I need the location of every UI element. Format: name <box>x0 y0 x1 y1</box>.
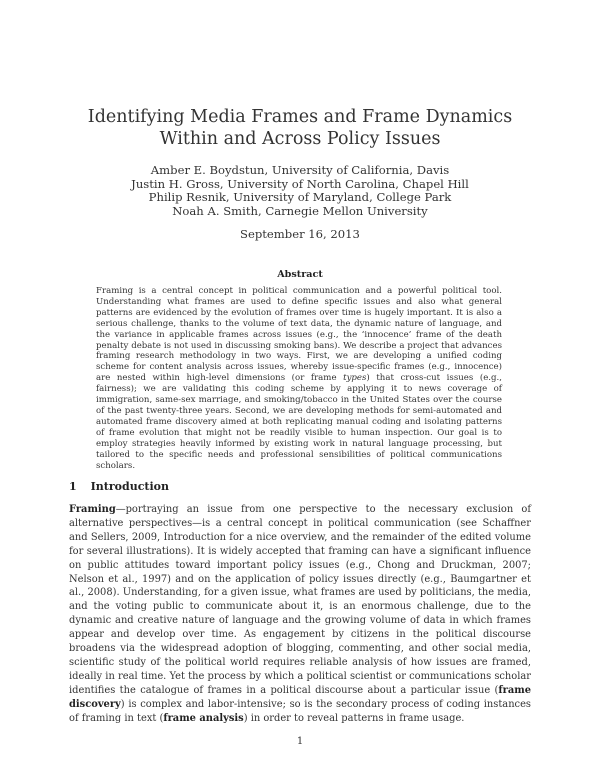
author-list <box>60 164 540 218</box>
author-line: Justin H. Gross, University of North Carolina, Chapel Hill <box>131 176 469 191</box>
intro-text-1: —portraying an issue from one perspective to the necessary exclusion of alternative perspectives—is a central concept in political communication (see Schaffner and Sellers, 2009, Introduction for a nice overview, and the remainder of the edited volume for several illustrations). It is widely accepted that framing can have a significant influence on public attitudes toward important policy issues (e.g., Chong and Druckman, 2007; Nelson et al., 1997) and on the application of policy issues directly (e.g., Baumgartner et al., 2008). Understanding, for a given issue, what frames are used by politicians, the media, and the voting public to communicate about it, is an enormous challenge, due to the dynamic and creative nature of language and the growing volume of data in which frames appear and develop over time. As engagement by citizens in the political discourse broadens via the widespread adoption of blogging, commenting, and other social media, scientific study of the political world requires reliable analysis of how issues are framed, ideally in real time. Yet the process by which a political scientist or communications scholar identifies the catalogue of frames in a political discourse about a particular issue ( <box>69 504 531 696</box>
author-line: Noah A. Smith, Carnegie Mellon University <box>172 203 428 218</box>
section-number: 1 <box>69 480 77 493</box>
intro-text-2: ) is complex and labor-intensive; so is the secondary process of coding instances of framing in text ( <box>69 698 531 724</box>
abstract-text-2: ) that cross-cut issues (e.g., fairness); we are validating this coding scheme by applying it to news coverage of immigration, same-sex marriage, and smoking/tobacco in the United States over the course of the past twenty-three years. Second, we are developing methods for semi-automated and automated frame discovery aimed at both replicating manual coding and isolating patterns of frame evolution that might not be readily visible to human inspection. Our goal is to employ strategies heavily informed by existing work in natural language processing, but tailored to the specific needs and professional sensibilities of political communications scholars. <box>96 373 502 471</box>
author-line: Philip Resnik, University of Maryland, College Park <box>148 190 452 204</box>
title-line-1: Identifying Media Frames and Frame Dynamics <box>87 107 513 127</box>
section-title: Introduction <box>90 480 169 493</box>
abstract-heading: Abstract <box>277 269 323 280</box>
abstract-emphasis: types <box>343 373 367 384</box>
intro-lead-term: Framing <box>69 504 116 515</box>
intro-term-frame-discovery: frame discovery <box>69 684 531 710</box>
paper-date: September 16, 2013 <box>240 227 360 241</box>
abstract-body <box>96 286 502 471</box>
intro-term-frame-analysis: frame analysis <box>163 712 244 724</box>
intro-text-3: ) in order to reveal patterns in frame usage. <box>243 712 465 724</box>
title-line-2: Within and Across Policy Issues <box>159 129 441 149</box>
abstract-text-1: Framing is a central concept in political communication and a powerful political tool. Understanding what frames are used to define specific issues and also what general patterns are evidenced by the evolution of frames over time is hugely important. It is also a serious challenge, thanks to the volume of text data, the dynamic nature of language, and the variance in applicable frames across issues (e.g., the ‘innocence’ frame of the death penalty debate is not used in discussing smoking bans). We describe a project that advances framing research methodology in two ways. First, we are developing a unified coding scheme for content analysis across issues, whereby issue-specific frames (e.g., innocence) are nested within high-level dimensions (or frame <box>96 286 502 384</box>
paper-title <box>60 106 540 150</box>
section-heading <box>69 480 169 493</box>
introduction-body <box>69 503 531 726</box>
author-line: Amber E. Boydstun, University of California, Davis <box>150 163 450 177</box>
page-number: 1 <box>296 736 304 747</box>
